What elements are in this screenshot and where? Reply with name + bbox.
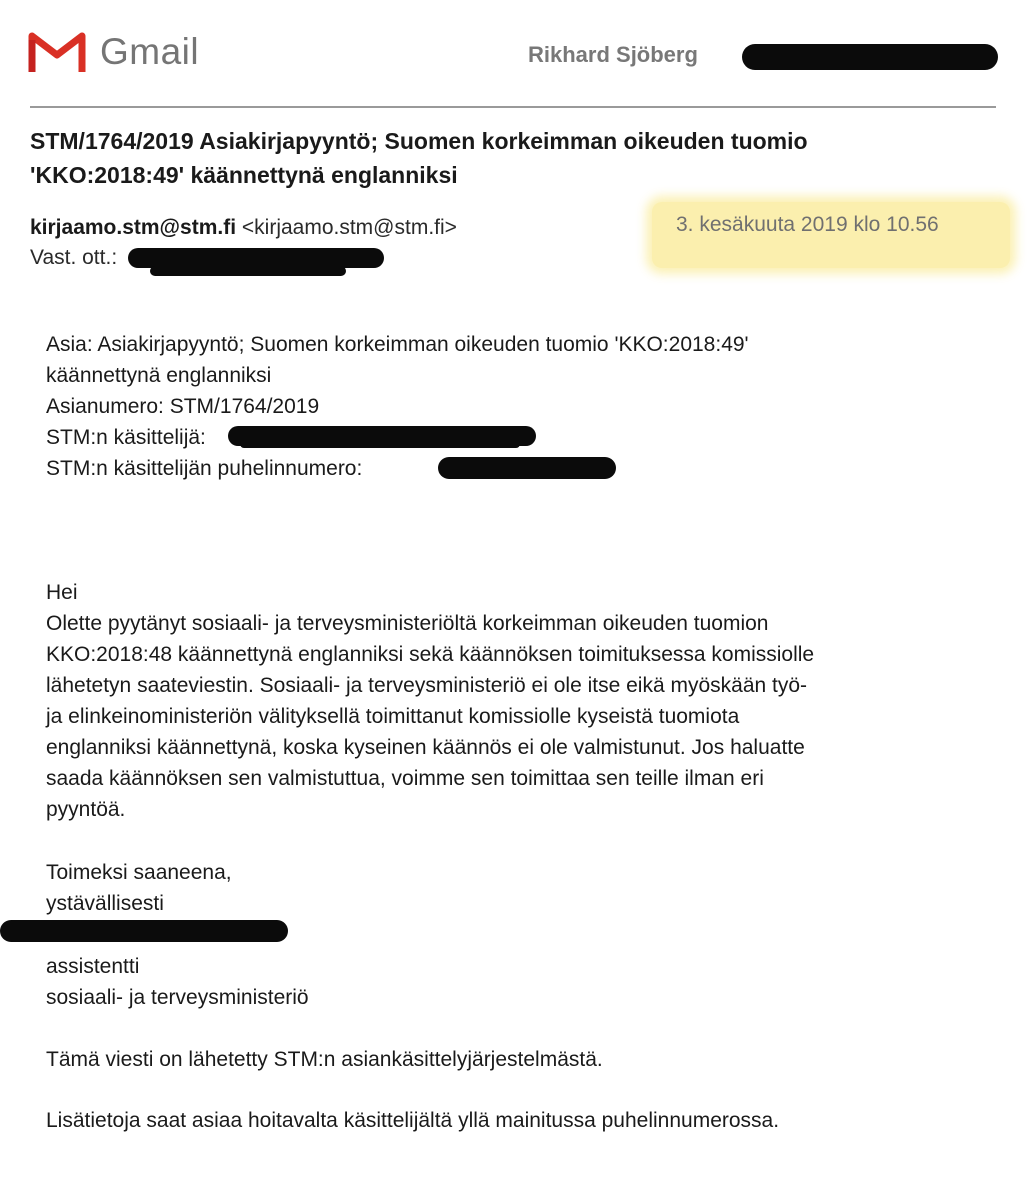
app-name: Gmail [100,31,200,72]
paragraph-line: pyyntöä. [46,798,126,821]
redacted-email [742,44,998,70]
metadata-line: Asianumero: STM/1764/2019 [46,395,320,418]
redacted-reply-to-2 [150,266,346,276]
email-date: 3. kesäkuuta 2019 klo 10.56 [676,213,939,236]
email-subject [30,124,990,192]
closing-line: Toimeksi saaneena, [46,861,232,884]
subject-line: 'KKO:2018:49' käännettynä englanniksi [30,162,458,188]
reply-to-row [30,244,117,272]
paragraph-line: KKO:2018:48 käännettynä englanniksi sekä käännöksen toimituksessa komissiolle [46,643,815,666]
sender-address: <kirjaamo.stm@stm.fi> [241,216,457,239]
metadata-line: STM:n käsittelijän puhelinnumero: [46,457,363,480]
subject-line: STM/1764/2019 Asiakirjapyyntö; Suomen korkeimman oikeuden tuomio [30,128,808,154]
paragraph-line: Olette pyytänyt sosiaali- ja terveysministeriöltä korkeimman oikeuden tuomion [46,612,769,635]
metadata-line: käännettynä englanniksi [46,364,272,387]
redacted-phone [438,457,616,479]
gmail-logo[interactable] [28,30,199,74]
account-name[interactable]: Rikhard Sjöberg [528,42,698,67]
redacted-handler-2 [240,440,520,448]
paragraph-line: lähetetyn saateviestin. Sosiaali- ja terveysministeriö ei ole itse eikä myöskään työ- [46,674,808,697]
paragraph-line: ja elinkeinoministeriön välityksellä toimittanut komissiolle kyseistä tuomiota [46,705,740,728]
signature-line: assistentti [46,955,140,978]
signature-block [46,951,986,1013]
footer-line: Lisätietoja saat asiaa hoitavalta käsittelijältä yllä mainitussa puhelinnumerossa. [46,1109,780,1132]
message-body [46,577,986,825]
metadata-line: Asia: Asiakirjapyyntö; Suomen korkeimman oikeuden tuomio 'KKO:2018:49' [46,333,749,356]
gmail-header [0,0,1032,108]
redacted-signature-name [0,920,288,942]
metadata-line: STM:n käsittelijä: [46,426,206,449]
sender-row [30,214,457,242]
paragraph-line: saada käännöksen sen valmistuttua, voimme sen toimittaa sen teille ilman eri [46,767,764,790]
paragraph-line: englanniksi käännettynä, koska kyseinen käännös ei ole valmistunut. Jos haluatte [46,736,805,759]
closing-block [46,857,986,919]
footer-note-2 [46,1105,986,1136]
signature-line: sosiaali- ja terveysministeriö [46,986,309,1009]
footer-line: Tämä viesti on lähetetty STM:n asiankäsittelyjärjestelmästä. [46,1048,603,1071]
footer-note-1 [46,1044,986,1075]
closing-line: ystävällisesti [46,892,164,915]
redacted-reply-to [128,248,384,268]
header-divider [30,106,996,108]
reply-to-label: Vast. ott.: [30,246,118,269]
greeting: Hei [46,581,78,604]
gmail-envelope-icon [28,30,86,74]
sender-name[interactable]: kirjaamo.stm@stm.fi [30,216,237,239]
